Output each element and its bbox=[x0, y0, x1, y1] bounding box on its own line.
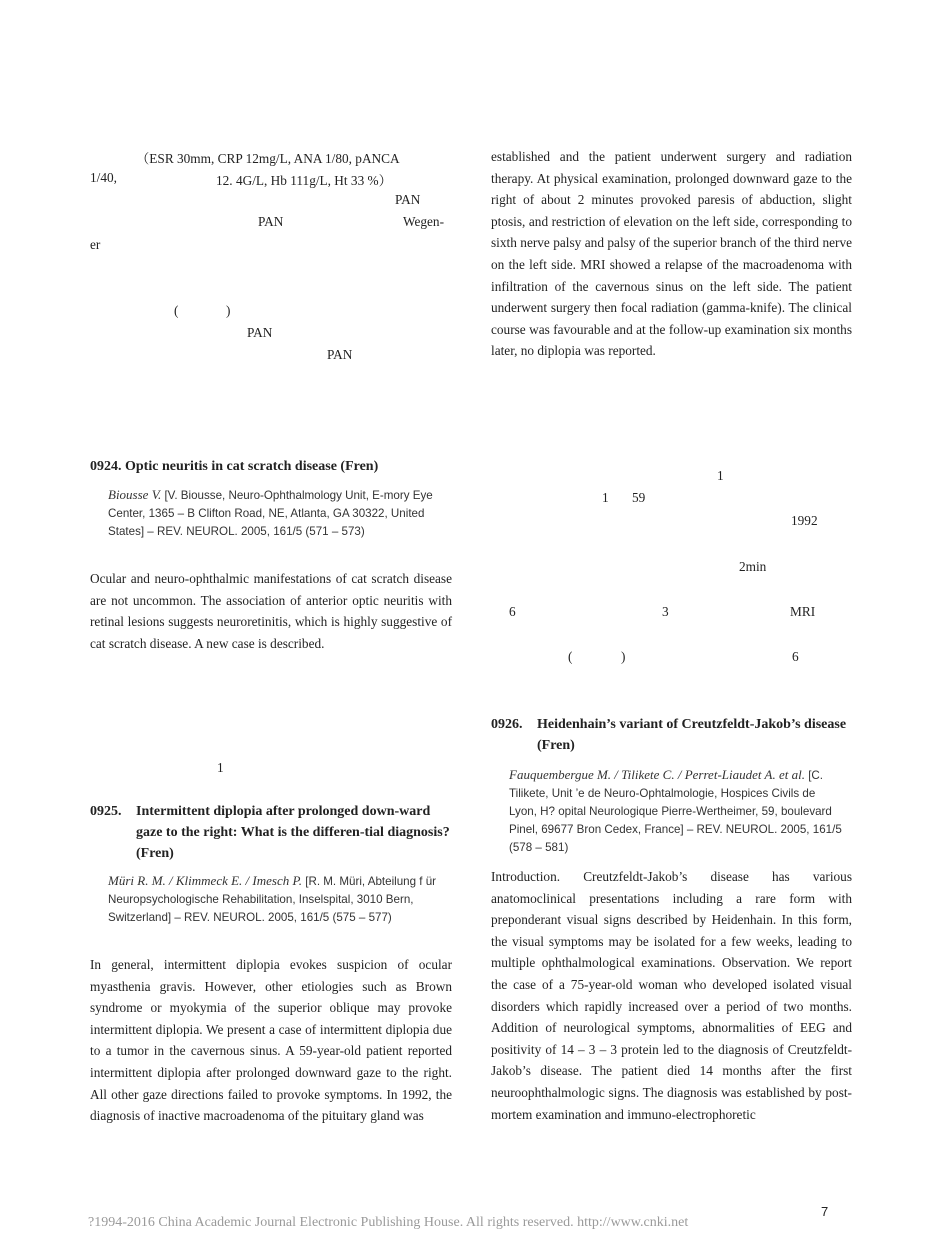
article-heading-0926 bbox=[491, 714, 852, 756]
article-abstract-0924 bbox=[90, 568, 452, 654]
article-title: Heidenhain’s variant of Creutzfeldt-Jakob’s disease (Fren) bbox=[537, 717, 847, 753]
text-fragment: PAN bbox=[258, 214, 284, 229]
text-fragment: 12. 4G/L, Hb 111g/L, Ht 33 %） bbox=[216, 173, 392, 188]
text-fragment: ) bbox=[621, 649, 626, 664]
text-fragment: PAN bbox=[327, 347, 353, 362]
article-title: Intermittent diplopia after prolonged down-ward gaze to the right: What is the differen-tial diagnosis? (Fren) bbox=[136, 804, 450, 861]
text-fragment: ( bbox=[174, 303, 179, 318]
article-abstract-0926 bbox=[491, 866, 852, 1125]
text-fragment: 6 bbox=[509, 604, 516, 619]
text-fragment: MRI bbox=[790, 604, 816, 619]
article-meta-0924 bbox=[108, 486, 438, 541]
article-number: 0926. bbox=[491, 717, 523, 732]
text-fragment: （ESR 30mm, CRP 12mg/L, ANA 1/80, pANCA bbox=[136, 151, 400, 166]
article-heading-0924 bbox=[90, 456, 452, 477]
text-fragment: ) bbox=[226, 303, 231, 318]
article-number: 0925. bbox=[90, 804, 122, 819]
text-fragment: PAN bbox=[395, 192, 421, 207]
paragraph: Introduction. Creutzfeldt-Jakob’s disease has various anatomoclinical presentations including a rare form with preponderant visual signs described by Heidenhain. In this form, the visual symptoms may be isolated for a few weeks, leading to multiple ophthalmological examinations. Observation. We report the case of a 75-year-old woman who developed isolated visual disorders which rapidly increased over a period of two months. Addition of neurological symptoms, abnormalities of EEG and positivity of 14 – 3 – 3 protein led to the diagnosis of Creutzfeldt-Jakob’s disease. The patient died 14 months after the first neuroophthalmologic signs. The diagnosis was established by post-mortem examination and immuno-electrophoretic bbox=[491, 869, 852, 1122]
text-fragment: 1992 bbox=[791, 513, 818, 528]
authors: Müri R. M. / Klimmeck E. / Imesch P. bbox=[108, 873, 302, 888]
text-fragment: 2min bbox=[739, 559, 767, 574]
paragraph: In general, intermittent diplopia evokes suspicion of ocular myasthenia gravis. However, other etiologies such as Brown syndrome or myokymia of the superior oblique may provoke intermittent diplopia. We present a case of intermittent diplopia due to a tumor in the cavernous sinus. A 59-year-old patient reported intermittent diplopia after prolonged downward gaze to the right. All other gaze directions failed to provoke symptoms. In 1992, the diagnosis of inactive macroadenoma of the pituitary gland was bbox=[90, 957, 452, 1124]
article-abstract-0925 bbox=[90, 954, 452, 1127]
paragraph: established and the patient underwent surgery and radiation therapy. At physical examination, prolonged downward gaze to the right of about 2 minutes provoked paresis of abduction, slight ptosis, and restriction of elevation on the left side, corresponding to sixth nerve palsy and palsy of the superior branch of the third nerve on the left side. MRI showed a relapse of the macroadenoma with infiltration of the cavernous sinus on the left side. The patient underwent surgery then focal radiation (gamma-knife). The clinical course was favourable and at the follow-up examination six months later, no diplopia was reported. bbox=[491, 149, 852, 359]
authors: Fauquembergue M. / Tilikete C. / Perret-Liaudet A. et al. bbox=[509, 767, 805, 782]
article-number: 0924. bbox=[90, 459, 122, 474]
affiliation: [V. Biousse, Neuro-Ophthalmology Unit, E-mory Eye Center, 1365 – B Clifton Road, NE, Atlanta, GA 30322, United States] – REV. NEUROL. 2005, 161/5 (571 – 573) bbox=[108, 489, 433, 538]
article-meta-0926 bbox=[509, 766, 844, 857]
text-fragment: 59 bbox=[632, 490, 646, 505]
authors: Biousse V. bbox=[108, 487, 162, 502]
copyright-footer: ?1994-2016 China Academic Journal Electronic Publishing House. All rights reserved. http://www.cnki.net bbox=[88, 1215, 689, 1230]
text-fragment: 1 bbox=[602, 490, 609, 505]
article-heading-0925 bbox=[90, 801, 452, 864]
text-fragment: ( bbox=[568, 649, 573, 664]
text-fragment: er bbox=[90, 237, 101, 252]
article-meta-0925 bbox=[108, 872, 438, 927]
text-fragment: Wegen- bbox=[403, 214, 445, 229]
paragraph: Ocular and neuro-ophthalmic manifestations of cat scratch disease are not uncommon. The association of anterior optic neuritis with retinal lesions suggests neuroretinitis, which is highly suggestive of cat scratch disease. A new case is described. bbox=[90, 571, 452, 651]
affiliation: [R. M. Müri, Abteilung f ür Neuropsychologische Rehabilitation, Inselspital, 3010 Bern, Switzerland] – REV. NEUROL. 2005, 161/5 (575 – 577) bbox=[108, 875, 437, 924]
affiliation: [C. Tilikete, Unit ’e de Neuro-Ophtalmologie, Hospices Civils de Lyon, H? opital Neurologique Pierre-Wertheimer, 59, boulevard Pinel, 69677 Bron Cedex, France] – REV. NEUROL. 2005, 161/5 (578 – 581) bbox=[509, 769, 842, 854]
text-fragment: 1/40, bbox=[90, 170, 117, 185]
page-number: 7 bbox=[821, 1204, 829, 1219]
text-fragment: PAN bbox=[247, 325, 273, 340]
text-fragment: 1 bbox=[217, 760, 224, 775]
text-fragment: 3 bbox=[662, 604, 669, 619]
abstract-continuation bbox=[491, 146, 852, 362]
article-title: Optic neuritis in cat scratch disease (Fren) bbox=[125, 459, 379, 474]
text-fragment: 1 bbox=[717, 468, 724, 483]
text-fragment: 6 bbox=[792, 649, 799, 664]
